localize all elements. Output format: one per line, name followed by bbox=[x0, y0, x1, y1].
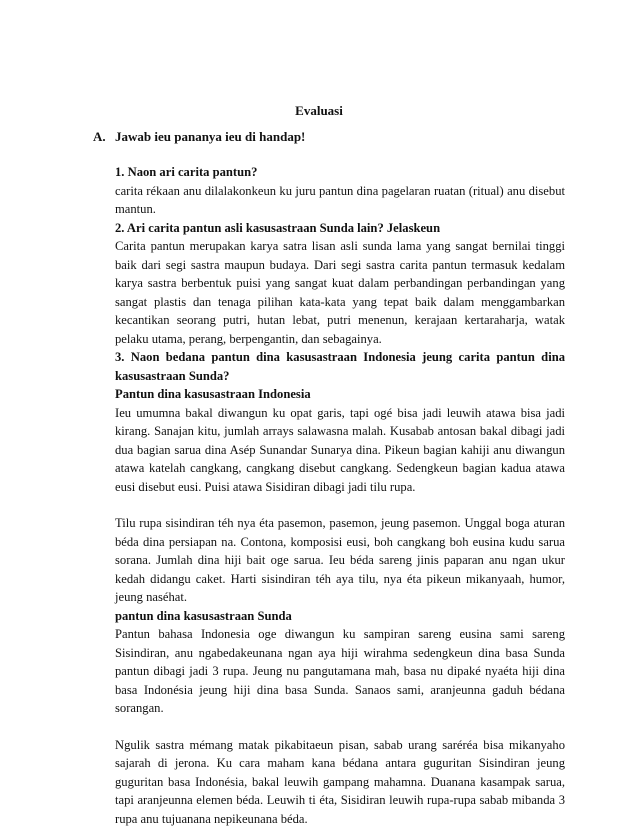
question-heading: pantun dina kasusastraan Sunda bbox=[115, 607, 565, 626]
section-letter: A. bbox=[93, 129, 115, 145]
answer-paragraph: Ieu umumna bakal diwangun ku opat garis, tapi ogé bisa jadi leuwih atawa bisa jadi kirang. Sanajan kitu, jumlah arrays salawasna malah. Kusabab antosan bakal dibagi jadi dua bagian sarua dina Asép Sunandar Sunarya dina. Pikeun bagian kahiji anu diwangun atawa katelah cangkang, cangkang disebut cangkang. Sedengkeun bagian kadua atawa eusi disebut eusi. Puisi atawa Sisidiran dibagi jadi tilu rupa. bbox=[115, 404, 565, 497]
paragraph-gap bbox=[115, 496, 565, 514]
paragraph-gap bbox=[115, 718, 565, 736]
page-title: Evaluasi bbox=[0, 103, 638, 119]
question-heading: 2. Ari carita pantun asli kasusastraan Sunda lain? Jelaskeun bbox=[115, 219, 565, 238]
question-heading: 3. Naon bedana pantun dina kasusastraan Indonesia jeung carita pantun dina kasusastraan Sunda? bbox=[115, 348, 565, 385]
answer-paragraph: Carita pantun merupakan karya satra lisan asli sunda lama yang sangat bernilai tinggi baik dari segi sastra maupun budaya. Dari segi sastra carita pantun termasuk kedalam karya sastra berbentuk puisi yang sangat kuat dalam perbandingan perbandingan yang sangat plastis dan tenaga pilihan kata-kata yang tepat baik dalam menggambarkan kecantikan seorang putri, hutan lebat, putri menenun, kerajaan kertaraharja, watak pelaku utama, perang, berpengantin, dan sebagainya. bbox=[115, 237, 565, 348]
answer-paragraph: Tilu rupa sisindiran téh nya éta pasemon, pasemon, jeung pasemon. Unggal boga aturan béda dina persiapan na. Contona, komposisi eusi, boh cangkang boh eusina kudu sarua sorana. Jumlah dina hiji bait oge sarua. Ieu béda sareng jinis paparan anu ngan ukur kedah didangu caket. Harti sisindiran téh aya tilu, nya éta pikeun mikanyaah, humor, jeung naséhat. bbox=[115, 514, 565, 607]
section-heading-text: Jawab ieu pananya ieu di handap! bbox=[115, 129, 305, 144]
document-body bbox=[115, 163, 565, 828]
answer-paragraph: Ngulik sastra mémang matak pikabitaeun pisan, sabab urang saréréa bisa mikanyaho sajarah di jerona. Ku cara maham kana bédana antara guguritan Sisindiran jeung guguritan basa Indonésia, bakal leuwih gampang mahamna. Duanana kasampak sarua, tapi aranjeunna elemen béda. Leuwih ti éta, Sisidiran leuwih rupa-rupa sabab mibanda 3 rupa anu tujuanana nepikeunana béda. bbox=[115, 736, 565, 828]
question-heading: 1. Naon ari carita pantun? bbox=[115, 163, 565, 182]
question-heading: Pantun dina kasusastraan Indonesia bbox=[115, 385, 565, 404]
section-heading bbox=[93, 129, 305, 145]
answer-paragraph: Pantun bahasa Indonesia oge diwangun ku sampiran sareng eusina sami sareng Sisindiran, anu ngabedakeunana ngan aya hiji wirahma sedengkeun dina basa Sunda pantun dibagi jadi 3 rupa. Jeung nu pangutamana mah, basa nu dipaké nyaéta hiji dina basa Indonésia jeung hiji dina basa Sunda. Sanaos sami, aranjeunna gaduh bédana sorangan. bbox=[115, 625, 565, 718]
answer-paragraph: carita rékaan anu dilalakonkeun ku juru pantun dina pagelaran ruatan (ritual) anu disebut mantun. bbox=[115, 182, 565, 219]
